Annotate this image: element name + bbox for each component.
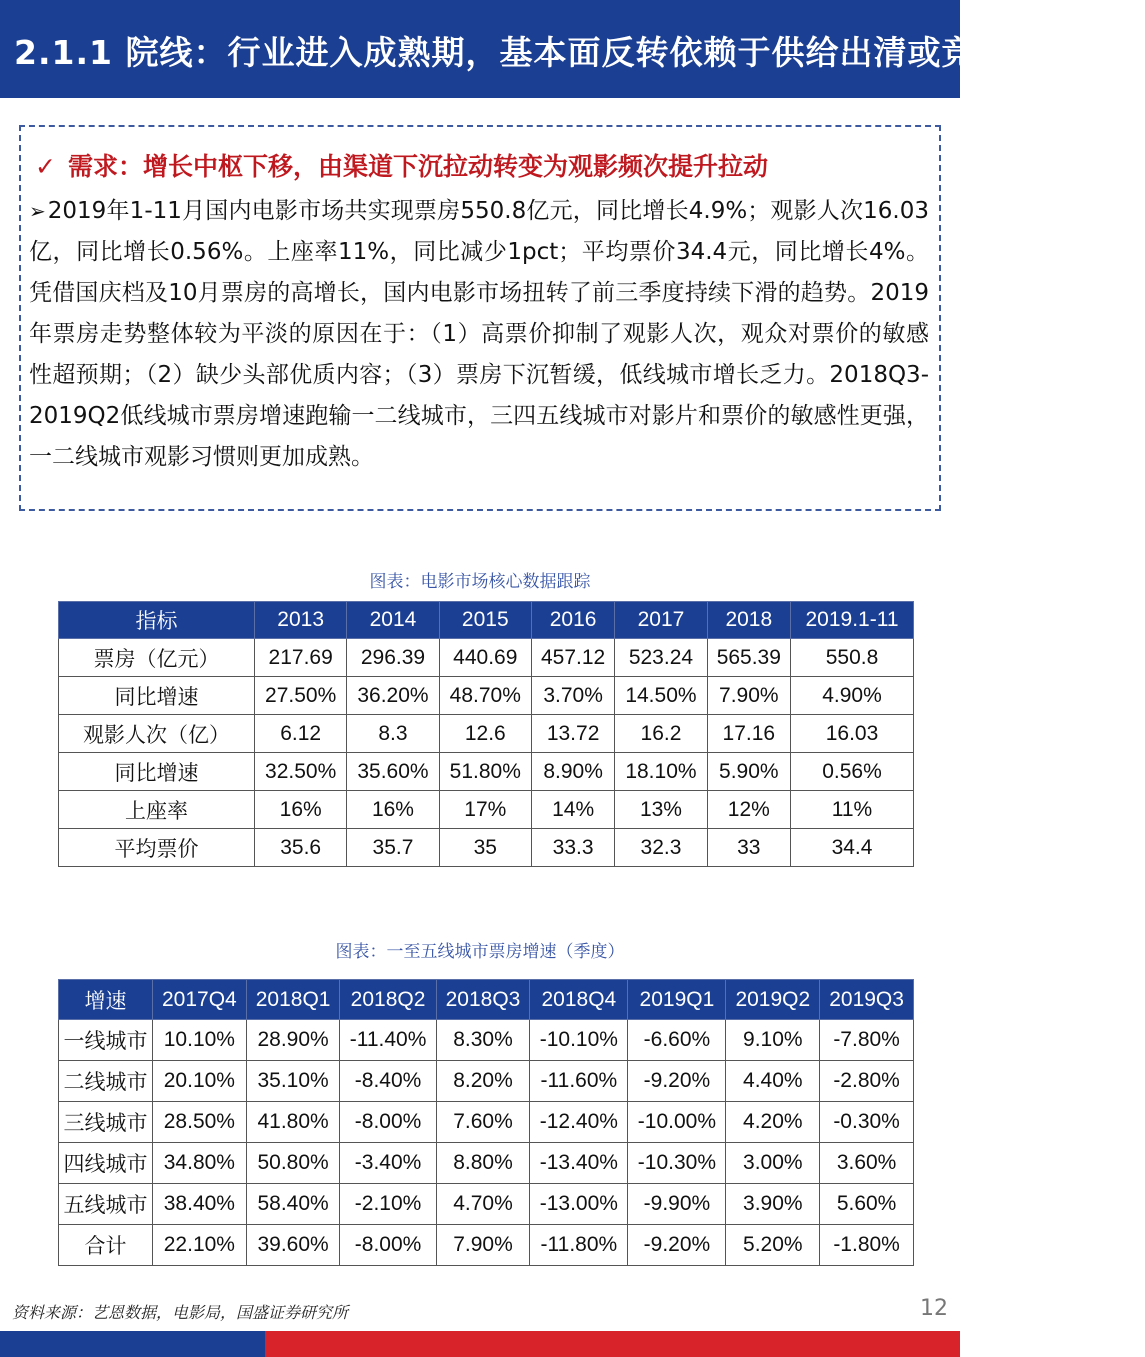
city-tier-growth-table bbox=[58, 979, 914, 1266]
table-cell: -11.40% bbox=[340, 1020, 436, 1061]
table-header-cell: 2018Q1 bbox=[246, 980, 340, 1020]
page-title: 2.1.1 院线：行业进入成熟期，基本面反转依赖于供给出清或竞争格局改善 bbox=[14, 33, 1145, 72]
row-label-cell: 平均票价 bbox=[59, 829, 255, 867]
table-cell: 16% bbox=[347, 791, 439, 829]
table-cell: -9.20% bbox=[628, 1061, 726, 1102]
row-label-cell: 一线城市 bbox=[59, 1020, 153, 1061]
table-cell: -2.10% bbox=[340, 1184, 436, 1225]
table-cell: 48.70% bbox=[439, 677, 531, 715]
table-cell: -7.80% bbox=[820, 1020, 914, 1061]
table-cell: 13.72 bbox=[531, 715, 614, 753]
table-row bbox=[59, 1225, 914, 1266]
table-cell: 3.90% bbox=[726, 1184, 820, 1225]
table-cell: 33.3 bbox=[531, 829, 614, 867]
table-header-cell: 2016 bbox=[531, 602, 614, 639]
table-header-cell: 增速 bbox=[59, 980, 153, 1020]
table-cell: 32.50% bbox=[255, 753, 347, 791]
table-cell: 4.90% bbox=[791, 677, 914, 715]
table-cell: 5.60% bbox=[820, 1184, 914, 1225]
page-header bbox=[0, 0, 1145, 98]
table-cell: -10.10% bbox=[530, 1020, 628, 1061]
table-cell: 440.69 bbox=[439, 639, 531, 677]
table-row bbox=[59, 791, 914, 829]
table-header-cell: 2019Q1 bbox=[628, 980, 726, 1020]
table-header-cell: 2013 bbox=[255, 602, 347, 639]
table-cell: -9.20% bbox=[628, 1225, 726, 1266]
page-number: 12 bbox=[920, 1296, 948, 1321]
table-cell: 8.30% bbox=[436, 1020, 530, 1061]
table-cell: 8.20% bbox=[436, 1061, 530, 1102]
table-cell: 35.6 bbox=[255, 829, 347, 867]
table-header-cell: 2018Q2 bbox=[340, 980, 436, 1020]
table-cell: 35.60% bbox=[347, 753, 439, 791]
table-cell: 28.50% bbox=[153, 1102, 247, 1143]
table-cell: 50.80% bbox=[246, 1143, 340, 1184]
table-cell: 35 bbox=[439, 829, 531, 867]
table-cell: 550.8 bbox=[791, 639, 914, 677]
table-cell: 32.3 bbox=[615, 829, 707, 867]
table-cell: -2.80% bbox=[820, 1061, 914, 1102]
row-label-cell: 三线城市 bbox=[59, 1102, 153, 1143]
table-cell: 12.6 bbox=[439, 715, 531, 753]
table-cell: 20.10% bbox=[153, 1061, 247, 1102]
table-cell: 58.40% bbox=[246, 1184, 340, 1225]
table-cell: 35.10% bbox=[246, 1061, 340, 1102]
demand-heading bbox=[35, 147, 768, 183]
table-cell: 39.60% bbox=[246, 1225, 340, 1266]
table-cell: 51.80% bbox=[439, 753, 531, 791]
row-label-cell: 同比增速 bbox=[59, 677, 255, 715]
table-row bbox=[59, 753, 914, 791]
demand-paragraph-text: 2019年1-11月国内电影市场共实现票房550.8亿元，同比增长4.9%；观影人次16.03亿，同比增长0.56%。上座率11%，同比减少1pct；平均票价34.4元，同比增长4%。凭借国庆档及10月票房的高增长，国内电影市场扭转了前三季度持续下滑的趋势。2019年票房走势整体较为平淡的原因在于：（1）高票价抑制了观影人次，观众对票价的敏感性超预期；（2）缺少头部优质内容；（3）票房下沉暂缓，低线城市增长乏力。2018Q3-2019Q2低线城市票房增速跑输一二线城市，三四五线城市对影片和票价的敏感性更强，一二线城市观影习惯则更加成熟。 bbox=[29, 198, 929, 470]
table-header-cell: 2019Q2 bbox=[726, 980, 820, 1020]
table-cell: -0.30% bbox=[820, 1102, 914, 1143]
table-header-cell: 2014 bbox=[347, 602, 439, 639]
table-cell: 14% bbox=[531, 791, 614, 829]
table-row bbox=[59, 639, 914, 677]
table-cell: 3.60% bbox=[820, 1143, 914, 1184]
table-cell: -6.60% bbox=[628, 1020, 726, 1061]
table-row bbox=[59, 829, 914, 867]
table-header-cell: 2015 bbox=[439, 602, 531, 639]
table-cell: 13% bbox=[615, 791, 707, 829]
core-data-table bbox=[58, 601, 914, 867]
footer-bar-blue bbox=[0, 1331, 265, 1357]
table-row bbox=[59, 715, 914, 753]
table-header-cell: 2017Q4 bbox=[153, 980, 247, 1020]
table-cell: 16.2 bbox=[615, 715, 707, 753]
table-cell: -8.00% bbox=[340, 1102, 436, 1143]
table-cell: 523.24 bbox=[615, 639, 707, 677]
table-row bbox=[59, 1020, 914, 1061]
table-row bbox=[59, 1143, 914, 1184]
table-cell: 18.10% bbox=[615, 753, 707, 791]
table-cell: 296.39 bbox=[347, 639, 439, 677]
table-cell: -3.40% bbox=[340, 1143, 436, 1184]
table-cell: 34.4 bbox=[791, 829, 914, 867]
table-cell: -1.80% bbox=[820, 1225, 914, 1266]
table-header-cell: 2018 bbox=[707, 602, 790, 639]
table-row bbox=[59, 677, 914, 715]
table-cell: -10.30% bbox=[628, 1143, 726, 1184]
row-label-cell: 观影人次（亿） bbox=[59, 715, 255, 753]
row-label-cell: 上座率 bbox=[59, 791, 255, 829]
table-cell: 16% bbox=[255, 791, 347, 829]
row-label-cell: 同比增速 bbox=[59, 753, 255, 791]
footer-bar-red bbox=[265, 1331, 960, 1357]
table-cell: 16.03 bbox=[791, 715, 914, 753]
demand-heading-text: 需求：增长中枢下移，由渠道下沉拉动转变为观影频次提升拉动 bbox=[67, 152, 768, 181]
table-cell: 5.20% bbox=[726, 1225, 820, 1266]
table-cell: 3.70% bbox=[531, 677, 614, 715]
table-header-cell: 指标 bbox=[59, 602, 255, 639]
table-cell: 22.10% bbox=[153, 1225, 247, 1266]
table-cell: 8.80% bbox=[436, 1143, 530, 1184]
table-cell: 5.90% bbox=[707, 753, 790, 791]
table-header-cell: 2019Q3 bbox=[820, 980, 914, 1020]
table-cell: 34.80% bbox=[153, 1143, 247, 1184]
table-cell: 33 bbox=[707, 829, 790, 867]
table-cell: 8.3 bbox=[347, 715, 439, 753]
table-cell: -11.60% bbox=[530, 1061, 628, 1102]
table-cell: 4.70% bbox=[436, 1184, 530, 1225]
table-cell: 3.00% bbox=[726, 1143, 820, 1184]
table-cell: -13.00% bbox=[530, 1184, 628, 1225]
table-cell: -10.00% bbox=[628, 1102, 726, 1143]
table-cell: 36.20% bbox=[347, 677, 439, 715]
table-header-row bbox=[59, 602, 914, 639]
table-cell: 28.90% bbox=[246, 1020, 340, 1061]
table-cell: 7.90% bbox=[436, 1225, 530, 1266]
arrow-bullet-icon: ➢ bbox=[29, 199, 46, 223]
table-cell: 217.69 bbox=[255, 639, 347, 677]
table-cell: 9.10% bbox=[726, 1020, 820, 1061]
row-label-cell: 五线城市 bbox=[59, 1184, 153, 1225]
row-label-cell: 合计 bbox=[59, 1225, 153, 1266]
table-cell: 17.16 bbox=[707, 715, 790, 753]
table-cell: 10.10% bbox=[153, 1020, 247, 1061]
table-header-cell: 2017 bbox=[615, 602, 707, 639]
table-cell: -13.40% bbox=[530, 1143, 628, 1184]
table-header-cell: 2018Q3 bbox=[436, 980, 530, 1020]
table-cell: 7.60% bbox=[436, 1102, 530, 1143]
table-cell: -9.90% bbox=[628, 1184, 726, 1225]
check-icon: ✓ bbox=[35, 152, 56, 181]
table-cell: -8.00% bbox=[340, 1225, 436, 1266]
table-cell: 17% bbox=[439, 791, 531, 829]
row-label-cell: 四线城市 bbox=[59, 1143, 153, 1184]
table-cell: 35.7 bbox=[347, 829, 439, 867]
demand-summary-box bbox=[19, 125, 941, 511]
demand-paragraph bbox=[29, 191, 929, 478]
source-note: 资料来源：艺恩数据，电影局，国盛证券研究所 bbox=[12, 1303, 349, 1322]
table-cell: 14.50% bbox=[615, 677, 707, 715]
table-cell: 4.20% bbox=[726, 1102, 820, 1143]
table-cell: 457.12 bbox=[531, 639, 614, 677]
table-cell: -11.80% bbox=[530, 1225, 628, 1266]
table-row bbox=[59, 1102, 914, 1143]
table-cell: 41.80% bbox=[246, 1102, 340, 1143]
table-cell: 27.50% bbox=[255, 677, 347, 715]
row-label-cell: 票房（亿元） bbox=[59, 639, 255, 677]
table-cell: 6.12 bbox=[255, 715, 347, 753]
table-row bbox=[59, 1184, 914, 1225]
table-header-cell: 2019.1-11 bbox=[791, 602, 914, 639]
table-cell: 8.90% bbox=[531, 753, 614, 791]
table-cell: 11% bbox=[791, 791, 914, 829]
table-cell: 565.39 bbox=[707, 639, 790, 677]
table-cell: 4.40% bbox=[726, 1061, 820, 1102]
table-cell: 0.56% bbox=[791, 753, 914, 791]
table-cell: 12% bbox=[707, 791, 790, 829]
table-header-row bbox=[59, 980, 914, 1020]
table2-caption: 图表：一至五线城市票房增速（季度） bbox=[335, 942, 625, 962]
table-cell: 7.90% bbox=[707, 677, 790, 715]
table-cell: -8.40% bbox=[340, 1061, 436, 1102]
table-cell: 38.40% bbox=[153, 1184, 247, 1225]
row-label-cell: 二线城市 bbox=[59, 1061, 153, 1102]
table-cell: -12.40% bbox=[530, 1102, 628, 1143]
table1-caption: 图表：电影市场核心数据跟踪 bbox=[369, 572, 591, 592]
table-header-cell: 2018Q4 bbox=[530, 980, 628, 1020]
table-row bbox=[59, 1061, 914, 1102]
